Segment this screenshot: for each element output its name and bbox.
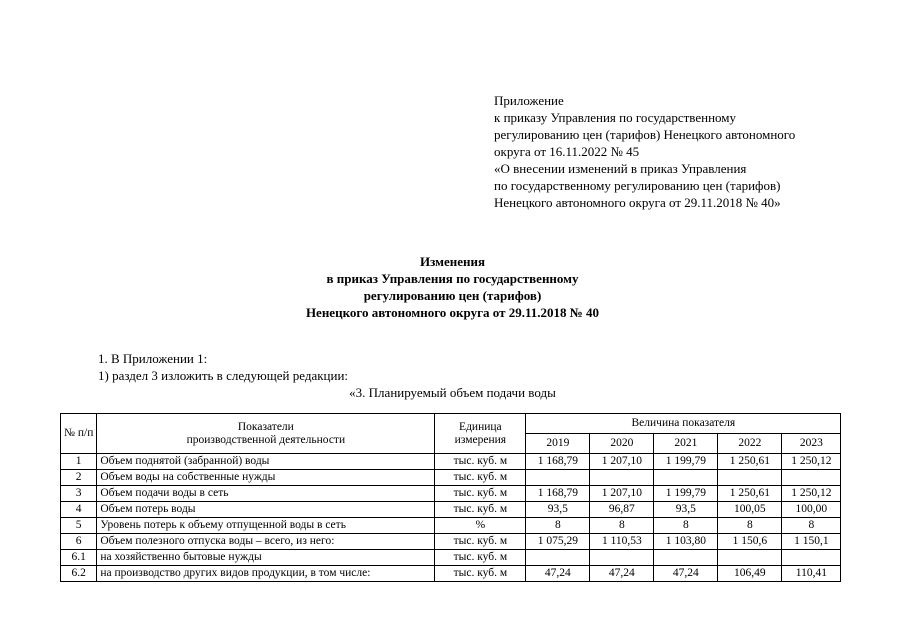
header-year: 2020 <box>590 434 654 454</box>
table-row <box>61 470 841 486</box>
row-value: 1 199,79 <box>654 454 718 470</box>
row-value: 100,00 <box>782 502 841 518</box>
appendix-header <box>494 92 795 211</box>
appendix-line: Ненецкого автономного округа от 29.11.2018 № 40» <box>494 195 781 210</box>
row-value: 1 250,61 <box>718 454 782 470</box>
row-unit: % <box>435 518 526 534</box>
table-row <box>61 566 841 582</box>
row-value: 1 250,12 <box>782 486 841 502</box>
row-value: 106,49 <box>718 566 782 582</box>
row-value <box>526 470 590 486</box>
row-name: Уровень потерь к объему отпущенной воды в сеть <box>97 518 435 534</box>
title-line: Изменения <box>419 254 486 269</box>
row-unit: тыс. куб. м <box>435 454 526 470</box>
row-unit: тыс. куб. м <box>435 470 526 486</box>
appendix-line: «О внесении изменений в приказ Управления <box>494 161 747 176</box>
header-year: 2022 <box>718 434 782 454</box>
row-value: 8 <box>526 518 590 534</box>
row-value: 1 207,10 <box>590 454 654 470</box>
row-num: 6 <box>61 534 97 550</box>
row-value <box>526 550 590 566</box>
row-value: 1 150,1 <box>782 534 841 550</box>
row-value: 93,5 <box>526 502 590 518</box>
row-value <box>782 550 841 566</box>
row-name: Объем полезного отпуска воды – всего, из него: <box>97 534 435 550</box>
row-value: 1 168,79 <box>526 454 590 470</box>
appendix-line: регулированию цен (тарифов) Ненецкого автономного <box>494 127 796 142</box>
header-year: 2023 <box>782 434 841 454</box>
row-value: 8 <box>718 518 782 534</box>
header-year: 2019 <box>526 434 590 454</box>
row-unit: тыс. куб. м <box>435 566 526 582</box>
header-unit-line1: Единица <box>459 420 502 433</box>
row-value <box>654 470 718 486</box>
row-value <box>590 550 654 566</box>
row-value: 1 207,10 <box>590 486 654 502</box>
row-value: 96,87 <box>590 502 654 518</box>
row-num: 3 <box>61 486 97 502</box>
row-num: 5 <box>61 518 97 534</box>
row-value: 8 <box>590 518 654 534</box>
row-value <box>718 550 782 566</box>
intro-line-1: 1. В Приложении 1: <box>98 351 208 366</box>
row-num: 2 <box>61 470 97 486</box>
header-value-group: Величина показателя <box>526 414 841 434</box>
row-name: на производство других видов продукции, в том числе: <box>97 566 435 582</box>
section-subtitle: «3. Планируемый объем подачи воды <box>349 385 556 400</box>
table-row <box>61 518 841 534</box>
row-name: Объем подачи воды в сеть <box>97 486 435 502</box>
row-unit: тыс. куб. м <box>435 502 526 518</box>
appendix-line: Приложение <box>494 93 564 108</box>
row-num: 1 <box>61 454 97 470</box>
row-value <box>654 550 718 566</box>
table-row <box>61 534 841 550</box>
row-value: 1 199,79 <box>654 486 718 502</box>
row-name: Объем потерь воды <box>97 502 435 518</box>
row-unit: тыс. куб. м <box>435 486 526 502</box>
title-line: регулированию цен (тарифов) <box>363 288 542 303</box>
intro-text <box>98 350 348 384</box>
intro-line-2: 1) раздел 3 изложить в следующей редакции: <box>98 368 349 383</box>
water-supply-table <box>60 413 841 582</box>
title-line: Ненецкого автономного округа от 29.11.2018 № 40 <box>305 305 600 320</box>
row-value: 1 110,53 <box>590 534 654 550</box>
row-unit: тыс. куб. м <box>435 550 526 566</box>
row-num: 6.2 <box>61 566 97 582</box>
row-value: 8 <box>782 518 841 534</box>
row-value: 1 250,12 <box>782 454 841 470</box>
header-num: № п/п <box>61 414 97 454</box>
header-indicator <box>97 414 435 454</box>
header-indicator-line1: Показатели <box>237 420 294 433</box>
header-indicator-line2: производственной деятельности <box>186 433 346 446</box>
appendix-line: по государственному регулированию цен (тарифов) <box>494 178 781 193</box>
row-value: 47,24 <box>526 566 590 582</box>
table-row <box>61 454 841 470</box>
row-value: 1 150,6 <box>718 534 782 550</box>
appendix-line: к приказу Управления по государственному <box>494 110 737 125</box>
row-unit: тыс. куб. м <box>435 534 526 550</box>
row-name: Объем поднятой (забранной) воды <box>97 454 435 470</box>
row-value <box>718 470 782 486</box>
row-value: 8 <box>654 518 718 534</box>
title-line: в приказ Управления по государственному <box>326 271 579 286</box>
appendix-line: округа от 16.11.2022 № 45 <box>494 144 640 159</box>
row-num: 6.1 <box>61 550 97 566</box>
row-value: 1 075,29 <box>526 534 590 550</box>
row-name: на хозяйственно бытовые нужды <box>97 550 435 566</box>
table-row <box>61 502 841 518</box>
row-value: 93,5 <box>654 502 718 518</box>
row-value: 1 168,79 <box>526 486 590 502</box>
document-title <box>0 253 905 321</box>
row-value: 47,24 <box>590 566 654 582</box>
row-value: 1 103,80 <box>654 534 718 550</box>
header-year: 2021 <box>654 434 718 454</box>
row-value: 1 250,61 <box>718 486 782 502</box>
row-num: 4 <box>61 502 97 518</box>
table-row <box>61 550 841 566</box>
row-value: 47,24 <box>654 566 718 582</box>
row-value: 110,41 <box>782 566 841 582</box>
header-unit-line2: измерения <box>454 433 507 446</box>
row-name: Объем воды на собственные нужды <box>97 470 435 486</box>
table-row <box>61 486 841 502</box>
header-unit <box>435 414 526 454</box>
row-value <box>782 470 841 486</box>
row-value <box>590 470 654 486</box>
row-value: 100,05 <box>718 502 782 518</box>
